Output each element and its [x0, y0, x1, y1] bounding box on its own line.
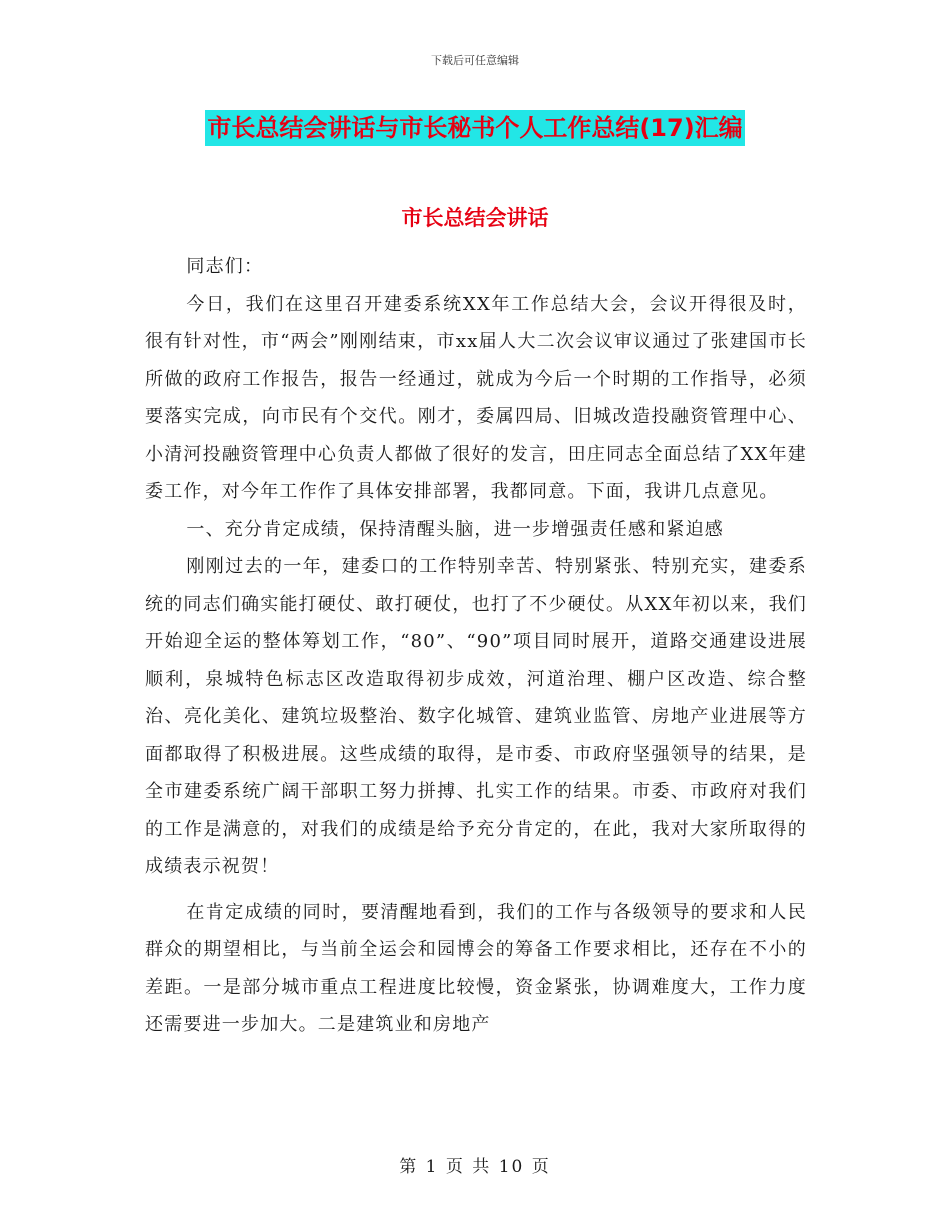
document-body: [145, 248, 807, 1044]
page-number: 第 1 页 共 10 页: [399, 1157, 551, 1177]
document-title: 市长总结会讲话与市长秘书个人工作总结(17)汇编: [205, 110, 744, 146]
body-paragraph: 刚刚过去的一年，建委口的工作特别幸苦、特别紧张、特别充实，建委系统的同志们确实能打硬仗、敢打硬仗，也打了不少硬仗。从XX年初以来，我们开始迎全运的整体筹划工作，“80”、“90”项目同时展开，道路交通建设进展顺利，泉城特色标志区改造取得初步成效，河道治理、棚户区改造、综合整治、亮化美化、建筑垃圾整治、数字化城管、建筑业监管、房地产业进展等方面都取得了积极进展。这些成绩的取得，是市委、市政府坚强领导的结果，是全市建委系统广阔干部职工努力拼搏、扎实工作的结果。市委、市政府对我们的工作是满意的，对我们的成绩是给予充分肯定的，在此，我对大家所取得的成绩表示祝贺！: [145, 556, 807, 877]
page-header-note: 下载后可任意编辑: [431, 54, 519, 67]
body-paragraph: 今日，我们在这里召开建委系统XX年工作总结大会，会议开得很及时，很有针对性，市“两会”刚刚结束，市xx届人大二次会议审议通过了张建国市长所做的政府工作报告，报告一经通过，就成为今后一个时期的工作指导，必须要落实完成，向市民有个交代。刚才，委属四局、旧城改造投融资管理中心、小清河投融资管理中心负责人都做了很好的发言，田庄同志全面总结了XX年建委工作，对今年工作作了具体安排部署，我都同意。下面，我讲几点意见。: [145, 293, 807, 502]
body-paragraph: 在肯定成绩的同时，要清醒地看到，我们的工作与各级领导的要求和人民群众的期望相比，与当前全运会和园博会的筹备工作要求相比，还存在不小的差距。一是部分城市重点工程进度比较慢，资金紧张，协调难度大，工作力度还需要进一步加大。二是建筑业和房地产: [145, 901, 807, 1035]
salutation-paragraph: 同志们：: [186, 256, 264, 277]
heading-paragraph: 一、充分肯定成绩，保持清醒头脑，进一步增强责任感和紧迫感: [186, 518, 724, 540]
document-title-container: [0, 110, 950, 146]
section-title: 市长总结会讲话: [401, 206, 549, 230]
